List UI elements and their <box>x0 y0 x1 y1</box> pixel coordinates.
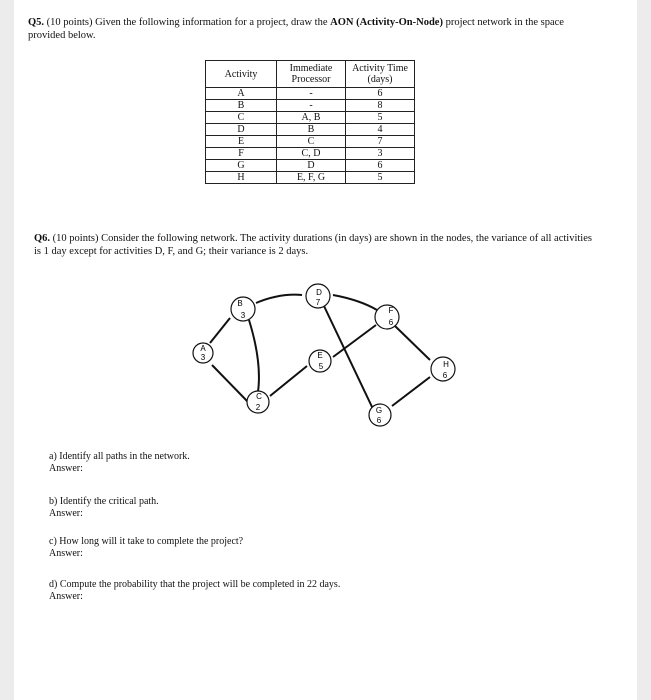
q5-text-1: Given the following information for a project, draw the <box>95 17 331 28</box>
cell-activity: D <box>206 124 277 136</box>
node-duration: 6 <box>388 318 394 327</box>
node-label: A <box>200 344 206 353</box>
table-row <box>206 160 415 172</box>
part-c-question: c) How long will it take to complete the project? <box>49 536 244 547</box>
edge-a-b <box>210 318 230 343</box>
table-row <box>206 136 415 148</box>
cell-activity: E <box>206 136 277 148</box>
part-a-question: a) Identify all paths in the network. <box>49 451 190 462</box>
node-duration: 3 <box>200 353 206 362</box>
cell-predecessor: A, B <box>277 112 346 124</box>
cell-predecessor: C <box>277 136 346 148</box>
cell-time: 4 <box>346 124 415 136</box>
cell-activity: F <box>206 148 277 160</box>
cell-time: 5 <box>346 172 415 184</box>
activity-table <box>205 60 415 184</box>
edge-c-e <box>270 366 307 396</box>
q5-number: Q5. <box>28 17 45 28</box>
cell-activity: A <box>206 88 277 100</box>
q6-text: Consider the following network. The activity durations (in days) are shown in the nodes, the variance of all activities is 1 day except for activities D, F, and G; their variance is 2 days. <box>34 233 592 257</box>
node-c <box>247 391 269 413</box>
edge-d-g <box>324 306 373 409</box>
node-h <box>431 357 455 381</box>
header-activity: Activity <box>206 61 277 88</box>
node-duration: 2 <box>255 403 261 412</box>
header-predecessor-line1: Immediate <box>289 63 333 74</box>
edge-g-h <box>392 377 430 406</box>
part-a <box>49 451 190 475</box>
part-b <box>49 496 159 520</box>
node-label: E <box>317 351 323 360</box>
cell-predecessor: D <box>277 160 346 172</box>
edge-f-h <box>395 326 430 360</box>
q5-points: (10 points) <box>46 17 93 28</box>
node-duration: 7 <box>315 298 321 307</box>
cell-predecessor: - <box>277 100 346 112</box>
cell-time: 3 <box>346 148 415 160</box>
node-duration: 6 <box>376 416 382 425</box>
node-a <box>193 343 213 363</box>
header-time-line2: (days) <box>367 74 393 85</box>
cell-time: 6 <box>346 88 415 100</box>
cell-activity: H <box>206 172 277 184</box>
table-row <box>206 148 415 160</box>
q6-number: Q6. <box>34 233 51 244</box>
question-6 <box>34 232 594 258</box>
node-f <box>375 305 399 329</box>
cell-time: 5 <box>346 112 415 124</box>
edge-b-c <box>249 320 259 392</box>
node-d <box>306 284 330 308</box>
node-duration: 6 <box>442 371 448 380</box>
part-c <box>49 536 243 560</box>
cell-predecessor: - <box>277 88 346 100</box>
table-row <box>206 112 415 124</box>
part-b-question: b) Identify the critical path. <box>49 496 159 507</box>
cell-activity: C <box>206 112 277 124</box>
table-row <box>206 100 415 112</box>
edge-a-c <box>212 365 248 402</box>
cell-time: 7 <box>346 136 415 148</box>
node-label: B <box>237 299 243 308</box>
question-5 <box>28 16 588 42</box>
cell-activity: G <box>206 160 277 172</box>
table-row <box>206 172 415 184</box>
cell-time: 6 <box>346 160 415 172</box>
part-d <box>49 579 340 603</box>
part-c-answer: Answer: <box>49 548 83 559</box>
node-label: G <box>375 406 383 415</box>
node-e <box>309 350 331 372</box>
header-time <box>346 61 415 88</box>
edge-b-d <box>256 295 302 303</box>
part-d-question: d) Compute the probability that the project will be completed in 22 days. <box>49 579 341 590</box>
node-circle <box>375 305 399 329</box>
node-label: F <box>388 306 394 315</box>
table-row <box>206 88 415 100</box>
cell-time: 8 <box>346 100 415 112</box>
edge-d-f <box>333 295 377 310</box>
network-diagram <box>0 270 651 440</box>
table-row <box>206 124 415 136</box>
cell-predecessor: E, F, G <box>277 172 346 184</box>
q5-text-2: project network in the space provided below. <box>28 17 564 41</box>
header-predecessor-line2: Processor <box>291 74 331 85</box>
node-g <box>369 404 391 426</box>
node-b <box>231 297 255 321</box>
q6-points: (10 points) <box>52 233 99 244</box>
part-b-answer: Answer: <box>49 508 83 519</box>
node-label: C <box>256 392 262 401</box>
cell-predecessor: B <box>277 124 346 136</box>
node-duration: 5 <box>318 362 324 371</box>
node-label: H <box>443 360 449 369</box>
node-duration: 3 <box>240 311 246 320</box>
header-time-line1: Activity Time <box>352 63 408 74</box>
header-predecessor <box>277 61 346 88</box>
node-label: D <box>316 288 322 297</box>
part-d-answer: Answer: <box>49 591 83 602</box>
q5-bold-term: AON (Activity-On-Node) <box>330 17 443 28</box>
edge-e-f <box>333 325 376 357</box>
part-a-answer: Answer: <box>49 463 83 474</box>
cell-predecessor: C, D <box>277 148 346 160</box>
cell-activity: B <box>206 100 277 112</box>
